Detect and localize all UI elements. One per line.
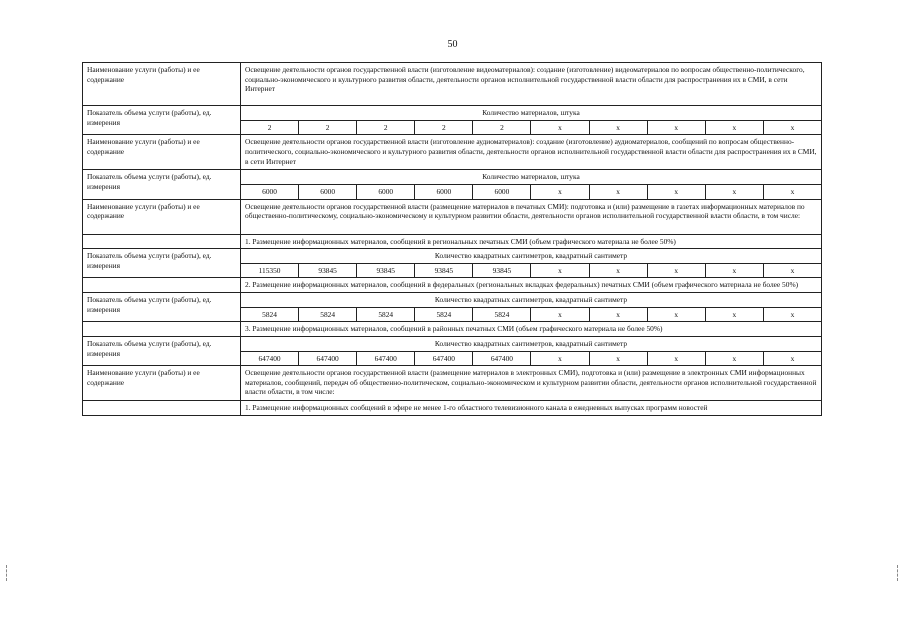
empty-label-cell bbox=[83, 322, 241, 337]
value-cell: 2 bbox=[299, 120, 357, 135]
value-cell: x bbox=[763, 351, 821, 366]
value-cell: x bbox=[705, 351, 763, 366]
unit-cell: Количество квадратных сантиметров, квадратный сантиметр bbox=[241, 336, 822, 351]
indicator-label: Показатель объема услуги (работы), ед. измерения bbox=[83, 106, 241, 135]
value-cell: 2 bbox=[473, 120, 531, 135]
value-cell: x bbox=[531, 184, 589, 199]
value-cell: x bbox=[705, 307, 763, 322]
value-cell: 5824 bbox=[241, 307, 299, 322]
value-cell: x bbox=[589, 351, 647, 366]
value-cell: 6000 bbox=[415, 184, 473, 199]
value-cell: x bbox=[531, 351, 589, 366]
value-cell: 2 bbox=[357, 120, 415, 135]
subitem-title: 1. Размещение информационных материалов, сообщений в региональных печатных СМИ (объем графического материала не более 50%) bbox=[241, 234, 822, 249]
service-description: Освещение деятельности органов государственной власти (размещение материалов в печатных СМИ): подготовка и (или) размещение в газетах информационных материалов по общественно-политическому, социально-экономическому и культурном развитии области, деятельности органов исполнительной государственной власти области, в том числе: bbox=[241, 199, 822, 234]
value-cell: 2 bbox=[415, 120, 473, 135]
unit-cell: Количество материалов, штука bbox=[241, 170, 822, 185]
value-cell: 5824 bbox=[473, 307, 531, 322]
value-cell: 6000 bbox=[299, 184, 357, 199]
value-cell: x bbox=[705, 120, 763, 135]
empty-label-cell bbox=[83, 278, 241, 293]
value-cell: x bbox=[647, 307, 705, 322]
service-label: Наименование услуги (работы) и ее содержание bbox=[83, 135, 241, 170]
subitem-title: 1. Размещение информационных сообщений в эфире не менее 1-го областного телевизионного канала в ежедневных выпусках программ новостей bbox=[241, 401, 822, 416]
value-cell: x bbox=[647, 120, 705, 135]
value-cell: x bbox=[589, 120, 647, 135]
value-cell: 5824 bbox=[415, 307, 473, 322]
subitem-row bbox=[83, 322, 822, 337]
value-cell: x bbox=[589, 263, 647, 278]
value-cell: x bbox=[705, 184, 763, 199]
value-cell: x bbox=[647, 263, 705, 278]
service-description: Освещение деятельности органов государственной власти (изготовление аудиоматериалов): создание (изготовление) аудиоматериалов, сообщений по вопросам общественно-политического, социально-экономического и культурного развития области, деятельности органов исполнительной государственной власти области для распространения их в СМИ, в сети Интернет bbox=[241, 135, 822, 170]
service-description: Освещение деятельности органов государственной власти (изготовление видеоматериалов): создание (изготовление) видеоматериалов по вопросам общественно-политического, социально-экономического и культурного развития области, деятельности органов исполнительной государственной власти области для распространения их в СМИ, в сети Интернет bbox=[241, 63, 822, 106]
value-cell: x bbox=[705, 263, 763, 278]
value-cell: x bbox=[531, 120, 589, 135]
indicator-row bbox=[83, 170, 822, 185]
service-label: Наименование услуги (работы) и ее содержание bbox=[83, 366, 241, 401]
unit-cell: Количество материалов, штука bbox=[241, 106, 822, 121]
indicator-row bbox=[83, 293, 822, 308]
value-cell: 647400 bbox=[241, 351, 299, 366]
value-cell: 115350 bbox=[241, 263, 299, 278]
page-number: 50 bbox=[447, 39, 458, 50]
indicator-label: Показатель объема услуги (работы), ед. измерения bbox=[83, 170, 241, 199]
indicator-row bbox=[83, 106, 822, 121]
scan-edge-mark-right bbox=[897, 565, 899, 581]
indicator-row bbox=[83, 249, 822, 264]
scan-edge-mark-left bbox=[6, 565, 8, 581]
unit-cell: Количество квадратных сантиметров, квадратный сантиметр bbox=[241, 293, 822, 308]
unit-cell: Количество квадратных сантиметров, квадратный сантиметр bbox=[241, 249, 822, 264]
subitem-title: 3. Размещение информационных материалов, сообщений в районных печатных СМИ (объем графического материала не более 50%) bbox=[241, 322, 822, 337]
indicator-label: Показатель объема услуги (работы), ед. измерения bbox=[83, 336, 241, 365]
empty-label-cell bbox=[83, 234, 241, 249]
service-row bbox=[83, 135, 822, 170]
value-cell: 93845 bbox=[299, 263, 357, 278]
subitem-title: 2. Размещение информационных материалов, сообщений в федеральных (региональных вкладках федеральных) печатных СМИ (объем графического материала не более 50%) bbox=[241, 278, 822, 293]
value-cell: 6000 bbox=[357, 184, 415, 199]
indicator-label: Показатель объема услуги (работы), ед. измерения bbox=[83, 249, 241, 278]
indicator-label: Показатель объема услуги (работы), ед. измерения bbox=[83, 293, 241, 322]
value-cell: x bbox=[647, 184, 705, 199]
value-cell: x bbox=[763, 184, 821, 199]
value-cell: 647400 bbox=[357, 351, 415, 366]
service-row bbox=[83, 199, 822, 234]
empty-label-cell bbox=[83, 401, 241, 416]
document-table bbox=[82, 62, 822, 416]
service-label: Наименование услуги (работы) и ее содержание bbox=[83, 199, 241, 234]
value-cell: x bbox=[589, 307, 647, 322]
value-cell: x bbox=[531, 307, 589, 322]
value-cell: 647400 bbox=[473, 351, 531, 366]
value-cell: 6000 bbox=[241, 184, 299, 199]
subitem-row bbox=[83, 278, 822, 293]
value-cell: x bbox=[763, 307, 821, 322]
value-cell: x bbox=[763, 263, 821, 278]
subitem-row bbox=[83, 401, 822, 416]
value-cell: 647400 bbox=[299, 351, 357, 366]
value-cell: 6000 bbox=[473, 184, 531, 199]
value-cell: 647400 bbox=[415, 351, 473, 366]
service-description: Освещение деятельности органов государственной власти (размещение материалов в электронных СМИ), подготовка и (или) размещение в электронных СМИ информационных материалов, сообщений, передач об общественно-политическом, социально-экономическом и культурном развитии области, деятельности органов исполнительной государственной власти области, в том числе: bbox=[241, 366, 822, 401]
value-cell: x bbox=[531, 263, 589, 278]
value-cell: x bbox=[589, 184, 647, 199]
value-cell: x bbox=[763, 120, 821, 135]
service-label: Наименование услуги (работы) и ее содержание bbox=[83, 63, 241, 106]
value-cell: 5824 bbox=[357, 307, 415, 322]
service-row bbox=[83, 366, 822, 401]
value-cell: 2 bbox=[241, 120, 299, 135]
value-cell: 93845 bbox=[357, 263, 415, 278]
value-cell: 93845 bbox=[415, 263, 473, 278]
service-row bbox=[83, 63, 822, 106]
subitem-row bbox=[83, 234, 822, 249]
value-cell: 5824 bbox=[299, 307, 357, 322]
value-cell: 93845 bbox=[473, 263, 531, 278]
indicator-row bbox=[83, 336, 822, 351]
value-cell: x bbox=[647, 351, 705, 366]
